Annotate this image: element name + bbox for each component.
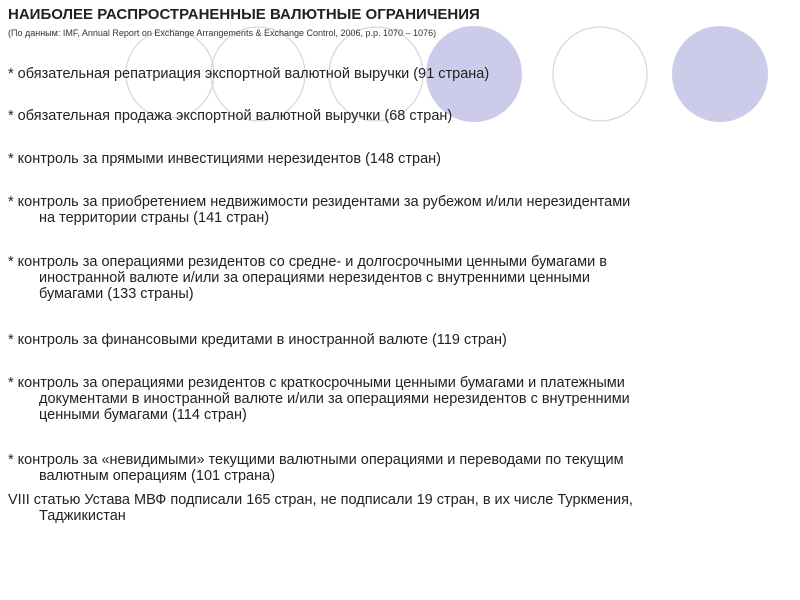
list-item xyxy=(8,492,788,524)
list-item xyxy=(8,194,788,226)
list-item-line: * обязательная репатриация экспортной валютной выручки (91 страна) xyxy=(8,66,490,82)
list-item-line: * контроль за операциями резидентов со средне- и долгосрочными ценными бумагами в xyxy=(8,254,607,270)
list-item xyxy=(8,375,788,423)
list-item-line: * контроль за приобретением недвижимости резидентами за рубежом и/или нерезидентами xyxy=(8,194,631,210)
list-item-line: иностранной валюте и/или за операциями нерезидентов с внутренними ценными xyxy=(39,270,590,286)
list-item-line: на территории страны (141 стран) xyxy=(39,210,270,226)
list-item-line: * контроль за прямыми инвестициями нерезидентов (148 стран) xyxy=(8,151,441,167)
slide-title: НАИБОЛЕЕ РАСПРОСТРАНЕННЫЕ ВАЛЮТНЫЕ ОГРАНИЧЕНИЯ xyxy=(8,6,480,23)
list-item-line: VIII статью Устава МВФ подписали 165 стран, не подписали 19 стран, в их числе Туркмения, xyxy=(8,492,633,508)
list-item-line: ценными бумагами (114 стран) xyxy=(39,407,247,423)
list-item xyxy=(8,108,788,124)
list-item-line: валютным операциям (101 страна) xyxy=(39,468,276,484)
list-item xyxy=(8,254,788,302)
list-item-line: * контроль за финансовыми кредитами в иностранной валюте (119 стран) xyxy=(8,332,507,348)
list-item xyxy=(8,66,788,82)
list-item-line: бумагами (133 страны) xyxy=(39,286,194,302)
list-item-line: документами в иностранной валюте и/или за операциями нерезидентов с внутренними xyxy=(39,391,630,407)
list-item xyxy=(8,151,788,167)
list-item-line: * контроль за операциями резидентов с краткосрочными ценными бумагами и платежными xyxy=(8,375,625,391)
slide-subtitle: (По данным: IMF, Annual Report on Exchange Arrangements & Exchange Control, 2006, p.p. 1070 – 1076) xyxy=(8,28,437,38)
list-item-line: * обязательная продажа экспортной валютной выручки (68 стран) xyxy=(8,108,453,124)
list-item xyxy=(8,452,788,484)
list-item-line: * контроль за «невидимыми» текущими валютными операциями и переводами по текущим xyxy=(8,452,624,468)
list-item xyxy=(8,332,788,348)
list-item-line: Таджикистан xyxy=(39,508,126,524)
